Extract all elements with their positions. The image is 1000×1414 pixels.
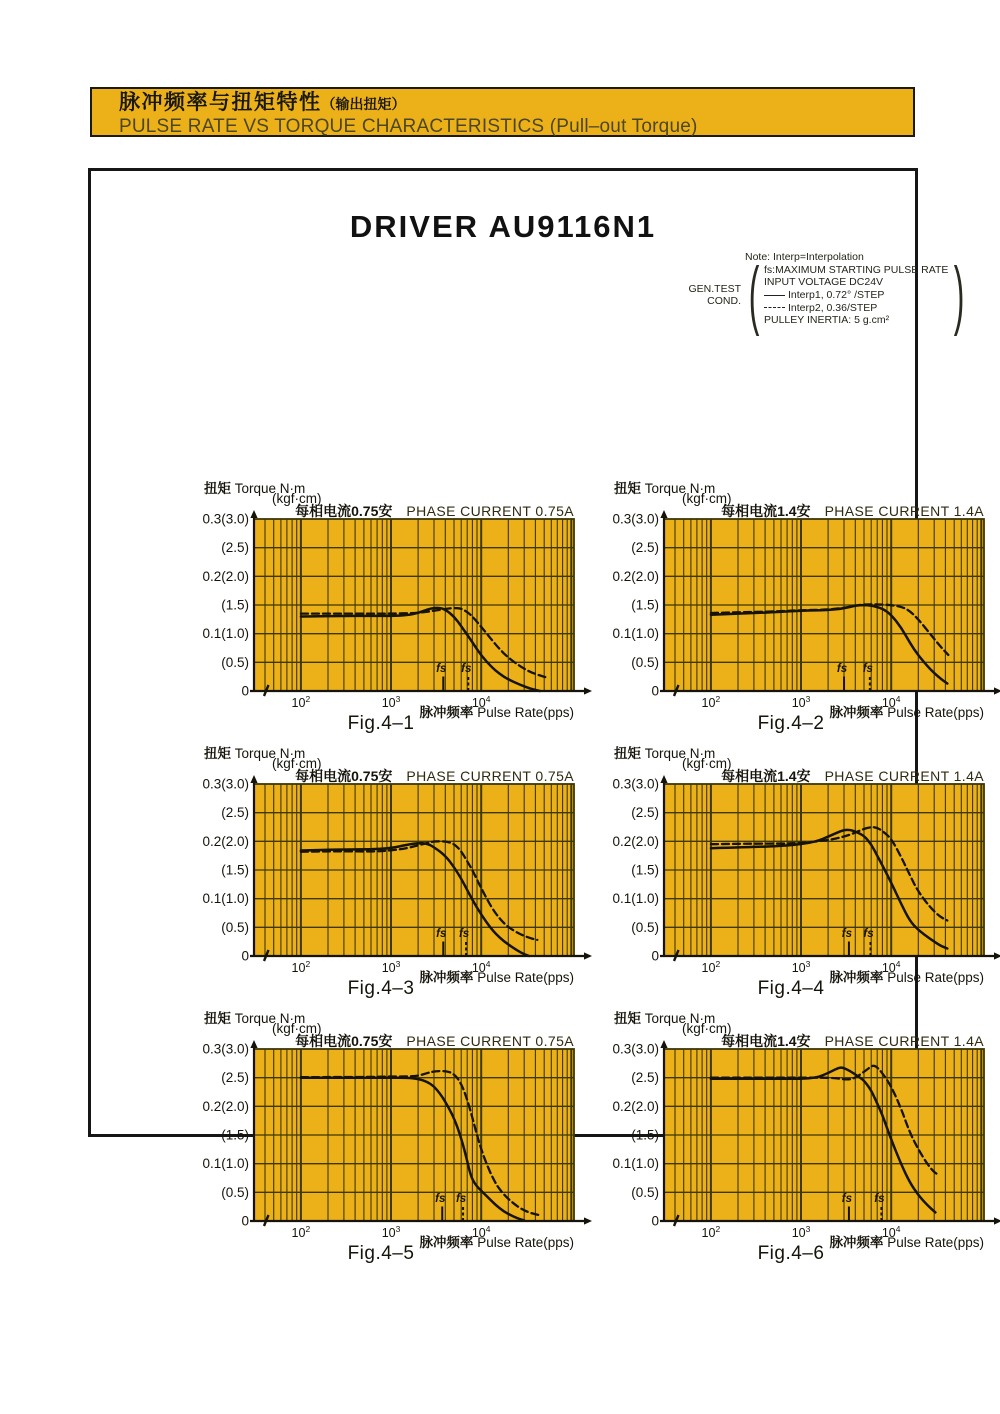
x-axis-label-cn: 脉冲频率 bbox=[829, 1235, 884, 1250]
x-axis-label-en: Pulse Rate(pps) bbox=[477, 705, 574, 720]
svg-text:(2.5): (2.5) bbox=[221, 540, 249, 556]
svg-text:103: $10^3$ bbox=[791, 1224, 811, 1240]
svg-text:(0.5): (0.5) bbox=[631, 654, 659, 670]
svg-text:0.1(1.0): 0.1(1.0) bbox=[202, 1156, 249, 1172]
chart-title-en: PHASE CURRENT 1.4A bbox=[824, 768, 984, 784]
y-axis-title-en: Torque N·m bbox=[644, 746, 716, 761]
torque-chart-fig4-6 bbox=[606, 1004, 1000, 1266]
svg-text:0.2(2.0): 0.2(2.0) bbox=[202, 568, 249, 584]
svg-text:0.2(2.0): 0.2(2.0) bbox=[612, 568, 659, 584]
x-axis-label-en: Pulse Rate(pps) bbox=[887, 970, 984, 985]
svg-text:103: $10^3$ bbox=[791, 959, 811, 975]
y-axis-title-cn: 扭矩 bbox=[614, 1011, 641, 1026]
torque-chart-fig4-3 bbox=[196, 739, 596, 1001]
svg-text:(1.5): (1.5) bbox=[221, 1127, 249, 1143]
driver-model-title: DRIVER AU9116N1 bbox=[349, 209, 657, 244]
chart-title-en: PHASE CURRENT 0.75A bbox=[406, 1033, 574, 1049]
chart-title-en: PHASE CURRENT 1.4A bbox=[824, 503, 984, 519]
y-axis-unit: (kgf·cm) bbox=[272, 1021, 322, 1036]
svg-text:(0.5): (0.5) bbox=[221, 654, 249, 670]
y-axis-title-cn: 扭矩 bbox=[204, 746, 231, 761]
chart-title-cn: 每相电流0.75安 bbox=[295, 1033, 393, 1049]
plot-area bbox=[196, 510, 596, 710]
svg-text:(0.5): (0.5) bbox=[221, 1184, 249, 1200]
test-cond-item bbox=[764, 264, 948, 277]
svg-text:(2.5): (2.5) bbox=[631, 1070, 659, 1086]
svg-text:(1.5): (1.5) bbox=[221, 862, 249, 878]
svg-text:0: 0 bbox=[241, 1213, 249, 1229]
svg-text:0.3(3.0): 0.3(3.0) bbox=[202, 511, 249, 527]
svg-text:0.3(3.0): 0.3(3.0) bbox=[202, 1041, 249, 1057]
torque-chart-fig4-4 bbox=[606, 739, 1000, 1001]
chart-title-cn: 每相电流1.4安 bbox=[721, 503, 811, 519]
svg-text:102: $10^2$ bbox=[291, 694, 311, 710]
y-axis-title-cn: 扭矩 bbox=[614, 746, 641, 761]
header-title-cn-text: 脉冲频率与扭矩特性 bbox=[119, 91, 322, 114]
torque-chart-fig4-1 bbox=[196, 474, 596, 736]
svg-text:103: $10^3$ bbox=[381, 1224, 401, 1240]
svg-text:fs: fs bbox=[455, 1193, 467, 1205]
y-axis-title-en: Torque N·m bbox=[234, 746, 306, 761]
x-axis-label-cn: 脉冲频率 bbox=[419, 1235, 474, 1250]
svg-text:(2.5): (2.5) bbox=[631, 805, 659, 821]
test-cond-item-text: PULLEY INERTIA: 5 g.cm² bbox=[764, 314, 890, 327]
torque-chart-fig4-2 bbox=[606, 474, 1000, 736]
svg-text:fs: fs bbox=[874, 1193, 885, 1205]
chart-title-cn: 每相电流0.75安 bbox=[295, 503, 393, 519]
plot-area bbox=[196, 775, 596, 975]
svg-text:0.1(1.0): 0.1(1.0) bbox=[202, 891, 249, 907]
svg-text:0.1(1.0): 0.1(1.0) bbox=[612, 891, 659, 907]
svg-text:102: $10^2$ bbox=[291, 1224, 311, 1240]
svg-text:fs: fs bbox=[461, 663, 472, 675]
svg-text:(0.5): (0.5) bbox=[631, 1184, 659, 1200]
svg-text:(1.5): (1.5) bbox=[631, 1127, 659, 1143]
figure-caption: Fig.4–2 bbox=[757, 713, 825, 734]
y-axis-unit: (kgf·cm) bbox=[682, 491, 732, 506]
svg-text:0.3(3.0): 0.3(3.0) bbox=[612, 511, 659, 527]
x-axis-label-en: Pulse Rate(pps) bbox=[477, 1235, 574, 1250]
svg-text:fs: fs bbox=[841, 1193, 853, 1205]
y-axis-title-cn: 扭矩 bbox=[204, 1011, 231, 1026]
svg-text:0: 0 bbox=[651, 948, 659, 964]
chart-title-cn: 每相电流0.75安 bbox=[295, 768, 393, 784]
svg-text:0.3(3.0): 0.3(3.0) bbox=[612, 1041, 659, 1057]
test-cond-item bbox=[764, 314, 948, 327]
svg-text:104: $10^4$ bbox=[881, 959, 901, 975]
svg-text:(0.5): (0.5) bbox=[221, 919, 249, 935]
x-axis-label-en: Pulse Rate(pps) bbox=[477, 970, 574, 985]
x-axis-label-cn: 脉冲频率 bbox=[829, 705, 884, 720]
svg-text:102: $10^2$ bbox=[701, 959, 721, 975]
svg-text:104: $10^4$ bbox=[471, 1224, 491, 1240]
dashed-line-sample-icon bbox=[764, 307, 785, 308]
svg-text:0.1(1.0): 0.1(1.0) bbox=[202, 626, 249, 642]
svg-text:0.1(1.0): 0.1(1.0) bbox=[612, 1156, 659, 1172]
svg-text:(2.5): (2.5) bbox=[221, 805, 249, 821]
svg-text:fs: fs bbox=[862, 663, 873, 675]
svg-text:104: $10^4$ bbox=[471, 694, 491, 710]
test-cond-label: GEN.TEST COND. bbox=[688, 283, 741, 308]
y-axis-unit: (kgf·cm) bbox=[682, 756, 732, 771]
x-axis-label-cn: 脉冲频率 bbox=[419, 705, 474, 720]
svg-text:0.2(2.0): 0.2(2.0) bbox=[612, 833, 659, 849]
svg-text:(0.5): (0.5) bbox=[631, 919, 659, 935]
svg-text:0: 0 bbox=[651, 683, 659, 699]
plot-area bbox=[606, 775, 1000, 975]
y-axis-unit: (kgf·cm) bbox=[272, 491, 322, 506]
plot-area bbox=[606, 510, 1000, 710]
figure-caption: Fig.4–6 bbox=[757, 1243, 825, 1264]
close-brace-glyph: ) bbox=[954, 252, 965, 337]
charts-frame bbox=[88, 168, 984, 1264]
chart-title-en: PHASE CURRENT 1.4A bbox=[824, 1033, 984, 1049]
torque-chart-fig4-5 bbox=[196, 1004, 596, 1266]
svg-text:0.2(2.0): 0.2(2.0) bbox=[202, 833, 249, 849]
svg-text:(1.5): (1.5) bbox=[631, 862, 659, 878]
svg-text:(2.5): (2.5) bbox=[221, 1070, 249, 1086]
svg-text:0: 0 bbox=[651, 1213, 659, 1229]
y-axis-title-en: Torque N·m bbox=[234, 1011, 306, 1026]
svg-text:0.2(2.0): 0.2(2.0) bbox=[612, 1098, 659, 1114]
y-axis-unit: (kgf·cm) bbox=[682, 1021, 732, 1036]
svg-text:0: 0 bbox=[241, 948, 249, 964]
svg-text:104: $10^4$ bbox=[881, 694, 901, 710]
svg-text:fs: fs bbox=[436, 663, 447, 675]
figure-caption: Fig.4–4 bbox=[757, 978, 825, 999]
figure-caption: Fig.4–1 bbox=[347, 713, 415, 734]
svg-text:0.1(1.0): 0.1(1.0) bbox=[612, 626, 659, 642]
header-title-cn-paren: （输出扭矩） bbox=[321, 96, 406, 112]
y-axis-unit: (kgf·cm) bbox=[272, 756, 322, 771]
svg-text:(1.5): (1.5) bbox=[631, 597, 659, 613]
svg-text:102: $10^2$ bbox=[291, 959, 311, 975]
svg-text:fs: fs bbox=[841, 928, 853, 940]
chart-title-en: PHASE CURRENT 0.75A bbox=[406, 503, 574, 519]
plot-area bbox=[606, 1040, 1000, 1240]
y-axis-title-cn: 扭矩 bbox=[204, 481, 231, 496]
svg-text:(1.5): (1.5) bbox=[221, 597, 249, 613]
test-cond-item bbox=[764, 289, 948, 302]
svg-text:0.3(3.0): 0.3(3.0) bbox=[612, 776, 659, 792]
test-cond-item-text: fs:MAXIMUM STARTING PULSE RATE bbox=[764, 263, 949, 276]
test-cond-item-text: INPUT VOLTAGE DC24V bbox=[764, 276, 884, 289]
svg-text:104: $10^4$ bbox=[881, 1224, 901, 1240]
svg-text:0: 0 bbox=[241, 683, 249, 699]
figure-caption: Fig.4–5 bbox=[347, 1243, 415, 1264]
header-title-en: PULSE RATE VS TORQUE CHARACTERISTICS (Pull–out Torque) bbox=[119, 116, 698, 137]
chart-title-en: PHASE CURRENT 0.75A bbox=[406, 768, 574, 784]
svg-text:103: $10^3$ bbox=[381, 959, 401, 975]
svg-text:fs: fs bbox=[863, 928, 874, 940]
svg-text:fs: fs bbox=[836, 663, 848, 675]
y-axis-title-en: Torque N·m bbox=[644, 481, 716, 496]
svg-text:0.3(3.0): 0.3(3.0) bbox=[202, 776, 249, 792]
general-test-conditions bbox=[667, 251, 965, 337]
svg-text:102: $10^2$ bbox=[701, 1224, 721, 1240]
x-axis-label-en: Pulse Rate(pps) bbox=[887, 1235, 984, 1250]
open-brace-glyph: ( bbox=[748, 252, 760, 337]
y-axis-title-en: Torque N·m bbox=[234, 481, 306, 496]
x-axis-label-cn: 脉冲频率 bbox=[829, 970, 884, 985]
test-cond-item-text: Interp2, 0.36/STEP bbox=[788, 301, 878, 314]
svg-text:0.2(2.0): 0.2(2.0) bbox=[202, 1098, 249, 1114]
svg-text:fs: fs bbox=[458, 928, 470, 940]
svg-text:102: $10^2$ bbox=[701, 694, 721, 710]
test-cond-list bbox=[763, 264, 948, 327]
interp-note: Note: Interp=Interpolation bbox=[745, 251, 864, 263]
y-axis-title-cn: 扭矩 bbox=[614, 481, 641, 496]
page-header bbox=[90, 87, 915, 137]
y-axis-title-en: Torque N·m bbox=[644, 1011, 716, 1026]
chart-title-cn: 每相电流1.4安 bbox=[721, 768, 811, 784]
svg-text:103: $10^3$ bbox=[381, 694, 401, 710]
test-cond-item-text: Interp1, 0.72° /STEP bbox=[788, 289, 885, 301]
svg-text:fs: fs bbox=[436, 928, 447, 940]
svg-text:fs: fs bbox=[435, 1193, 446, 1205]
x-axis-label-cn: 脉冲频率 bbox=[419, 970, 474, 985]
svg-text:104: $10^4$ bbox=[471, 959, 491, 975]
plot-area bbox=[196, 1040, 596, 1240]
solid-line-sample-icon bbox=[764, 295, 785, 296]
svg-text:(2.5): (2.5) bbox=[631, 540, 659, 556]
test-cond-item bbox=[764, 302, 948, 315]
svg-text:103: $10^3$ bbox=[791, 694, 811, 710]
figure-caption: Fig.4–3 bbox=[347, 978, 415, 999]
chart-title-cn: 每相电流1.4安 bbox=[721, 1033, 811, 1049]
header-title-cn bbox=[119, 91, 913, 116]
x-axis-label-en: Pulse Rate(pps) bbox=[887, 705, 984, 720]
test-cond-item bbox=[764, 276, 948, 289]
